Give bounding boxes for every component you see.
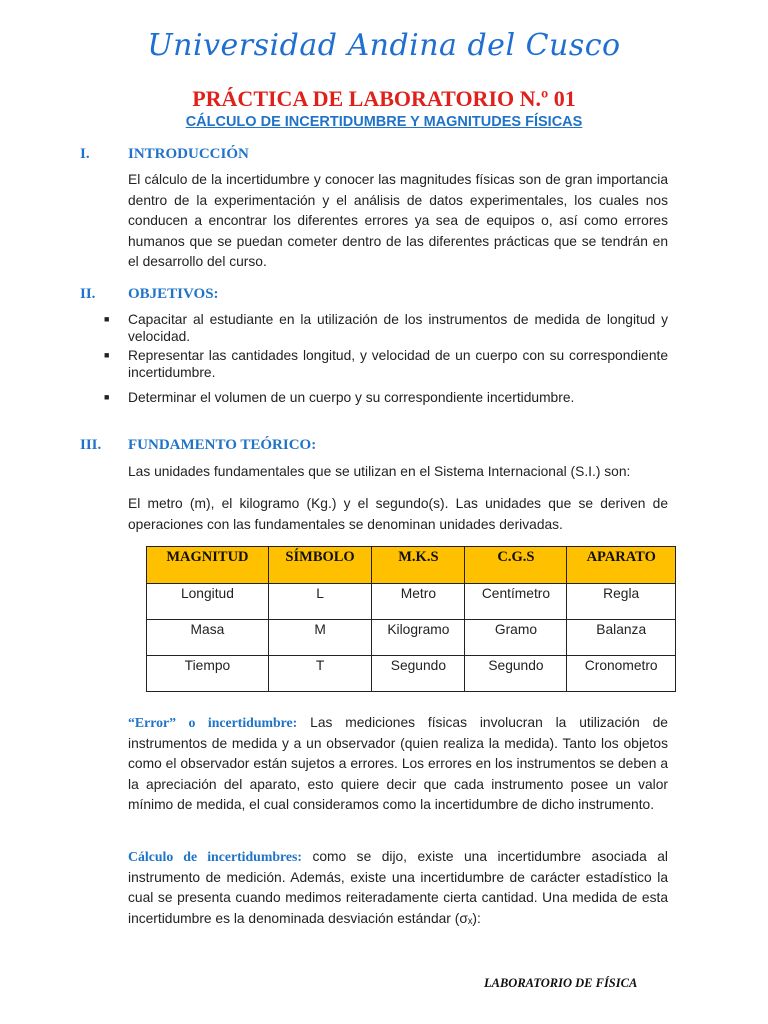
units-table [146, 546, 676, 692]
bullet-icon: ■ [104, 350, 110, 360]
bullet-icon: ■ [104, 392, 110, 402]
section-heading-fundamento [80, 437, 316, 454]
table-cell: Masa [147, 620, 269, 656]
table-cell: Segundo [372, 656, 465, 692]
objective-item: ■ Capacitar al estudiante en la utilización de los instrumentos de medida de longitud y velocidad. [104, 312, 668, 344]
table-header-cell: M.K.S [372, 547, 465, 584]
table-row [147, 656, 676, 692]
table-header-cell: MAGNITUD [147, 547, 269, 584]
table-cell: Cronometro [567, 656, 676, 692]
section-title: FUNDAMENTO TEÓRICO: [128, 437, 317, 453]
section-title: OBJETIVOS: [128, 286, 219, 302]
table-cell: Regla [567, 584, 676, 620]
table-cell: L [268, 584, 371, 620]
table-row [147, 620, 676, 656]
table-cell: Kilogramo [372, 620, 465, 656]
table-cell: Metro [372, 584, 465, 620]
fundamento-paragraph-2: El metro (m), el kilogramo (Kg.) y el segundo(s). Las unidades que se deriven de operaciones con las fundamentales se denominan unidades derivadas. [128, 496, 668, 532]
fundamento-paragraph-1: Las unidades fundamentales que se utilizan en el Sistema Internacional (S.I.) son: [128, 464, 631, 479]
calc-text: como se dijo, existe una incertidumbre asociada al instrumento de medición. Además, existe una incertidumbre de carácter estadístico la cual se presenta cuando medimos reiteradamente cierta cantidad. Una medida de esta incertidumbre es la denominada desviación estándar (σₓ): [128, 849, 668, 926]
table-cell: Segundo [465, 656, 567, 692]
table-cell: Balanza [567, 620, 676, 656]
section-number: III. [80, 437, 102, 453]
section-number: II. [80, 286, 96, 302]
error-label: “Error” o incertidumbre: [128, 715, 298, 730]
section-number: I. [80, 146, 90, 162]
section-title: INTRODUCCIÓN [128, 146, 249, 162]
table-row [147, 584, 676, 620]
table-header-cell: C.G.S [465, 547, 567, 584]
table-cell: Gramo [465, 620, 567, 656]
table-cell: T [268, 656, 371, 692]
table-cell: M [268, 620, 371, 656]
table-header-row [147, 547, 676, 584]
section-heading-introduccion [80, 146, 249, 163]
section-heading-objetivos [80, 286, 219, 303]
page-footer: LABORATORIO DE FÍSICA [484, 976, 638, 990]
university-name: Universidad Andina del Cusco [147, 28, 621, 63]
table-cell: Longitud [147, 584, 269, 620]
calc-label: Cálculo de incertidumbres: [128, 849, 302, 864]
bullet-icon: ■ [104, 314, 110, 324]
calc-paragraph [128, 847, 668, 929]
table-cell: Tiempo [147, 656, 269, 692]
page-subtitle: CÁLCULO DE INCERTIDUMBRE Y MAGNITUDES FÍSICAS [185, 114, 583, 130]
page-title: PRÁCTICA DE LABORATORIO N.º 01 [192, 86, 576, 111]
objective-item: ■ Determinar el volumen de un cuerpo y su correspondiente incertidumbre. [104, 390, 575, 405]
table-header-cell: SÍMBOLO [268, 547, 371, 584]
error-paragraph [128, 713, 668, 816]
error-text: Las mediciones físicas involucran la utilización de instrumentos de medida y a un observador (quien realiza la medida). Tanto los objetos como el observador están sujetos a errores. Los errores en los instrumentos se deben a la apreciación del aparato, esto quiere decir que cada instrumento posee un valor mínimo de medida, el cual consideramos como la incertidumbre de dicho instrumento. [128, 715, 668, 813]
objective-item: ■ Representar las cantidades longitud, y velocidad de un cuerpo con su correspondiente incertidumbre. [104, 348, 668, 380]
table-cell: Centímetro [465, 584, 567, 620]
intro-paragraph: El cálculo de la incertidumbre y conocer las magnitudes físicas son de gran importancia dentro de la experimentación y el análisis de datos experimentales, los cuales nos conducen a encontrar los diferentes errores ya sea de equipos o, así como errores humanos que se puedan cometer dentro de las diferentes prácticas que se tendrán en el desarrollo del curso. [128, 172, 668, 270]
table-header-cell: APARATO [567, 547, 676, 584]
